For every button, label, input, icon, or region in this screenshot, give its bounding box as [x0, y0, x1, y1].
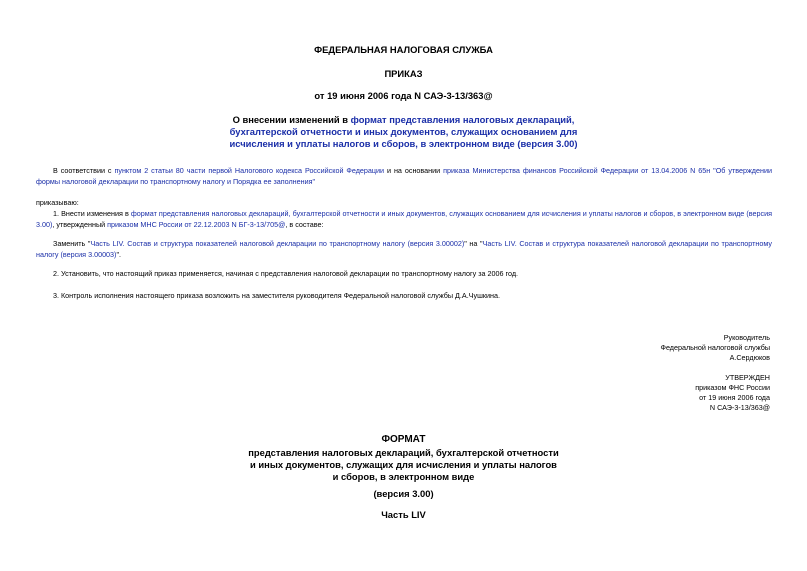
approved-label: УТВЕРЖДЕН: [725, 373, 770, 382]
format-document-link[interactable]: формат представления налоговых деклараций, бухгалтерской отчетности и иных документов, служащих основанием для исчисления и уплаты налогов и сборов, в электронном виде (версия: [130, 209, 772, 218]
format-line-1: представления налоговых деклараций, бухгалтерской отчетности: [248, 447, 559, 458]
format-line-2: и иных документов, служащих для исчисления и уплаты налогов: [250, 459, 557, 470]
part-liv-new-link-cont[interactable]: налогу (версия 3.00003): [36, 249, 117, 259]
signature-org: Федеральной налоговой службы: [660, 343, 770, 352]
part-liv-new-link[interactable]: Часть LIV. Состав и структура показателей налоговой декларации по транспортному: [482, 239, 772, 248]
approved-number: N САЭ-3-13/363@: [709, 403, 770, 412]
format-version: (версия 3.00): [373, 488, 434, 499]
preamble-paragraph: В соответствии с пунктом 2 статьи 80 части первой Налогового кодекса Российской Федерации и на основании приказа Министерства финансов Российской Федерации от 13.04.2006 N 65н "Об утверждении формы налоговой декларации по транспортному налогу и Порядка ее заполнения": [36, 166, 772, 186]
title-line-2: бухгалтерской отчетности и иных документов, служащих основанием для: [229, 126, 578, 137]
signature-position: Руководитель: [723, 333, 770, 342]
item-1: 1. Внести изменения в формат представления налоговых деклараций, бухгалтерской отчетности и иных документов, служащих основанием для исчисления и уплаты налогов и сборов, в электронном виде (версия 3.00), утвержденный приказом МНС России от 22.12.2003 N БГ-3-13/705@, в составе:: [36, 209, 772, 229]
item-2: 2. Установить, что настоящий приказ применяется, начиная с представления налоговой декларации по транспортному налогу за 2006 год.: [53, 269, 519, 278]
document-title: [0, 114, 807, 150]
format-document-link-cont[interactable]: 3.00): [36, 219, 53, 229]
agency-name: ФЕДЕРАЛЬНАЯ НАЛОГОВАЯ СЛУЖБА: [314, 44, 493, 55]
order-word: приказываю:: [36, 198, 79, 207]
mns-order-link[interactable]: приказом МНС России от 22.12.2003 N БГ-3-13/705@: [107, 219, 286, 229]
format-title: ФОРМАТ: [381, 434, 426, 445]
item-3: 3. Контроль исполнения настоящего приказа возложить на заместителя руководителя Федеральной налоговой службы Д.А.Чушкина.: [53, 291, 500, 300]
approved-block: [695, 373, 770, 413]
title-line-3: исчисления и уплаты налогов и сборов, в электронном виде (версия 3.00): [229, 138, 578, 149]
tax-code-link[interactable]: пунктом 2 статьи 80 части первой Налогового кодекса Российской Федерации: [114, 166, 385, 175]
part-liv-old-link[interactable]: Часть LIV. Состав и структура показателей налоговой декларации по транспортному налогу (версия 3.00002): [90, 239, 465, 248]
format-part: Часть LIV: [381, 509, 426, 520]
signature-block: [661, 333, 771, 363]
format-line-3: и сборов, в электронном виде: [332, 471, 475, 482]
minfin-order-link-cont[interactable]: формы налоговой декларации по транспортному налогу и Порядка ее заполнения": [36, 176, 316, 186]
signature-name: А.Сердюков: [729, 353, 770, 362]
minfin-order-link[interactable]: приказа Министерства финансов Российской Федерации от 13.04.2006 N 65н "Об утверждении: [443, 166, 772, 175]
title-prefix: О внесении изменений в: [232, 114, 351, 125]
approved-date: от 19 июня 2006 года: [699, 393, 770, 402]
doc-date-number: от 19 июня 2006 года N САЭ-3-13/363@: [314, 90, 493, 101]
format-description: [0, 447, 807, 483]
format-link[interactable]: формат представления налоговых деклараций,: [350, 114, 575, 125]
approved-by-order: приказом ФНС России: [695, 383, 770, 392]
replace-paragraph: Заменить "Часть LIV. Состав и структура показателей налоговой декларации по транспортному налогу (версия 3.00002)" на "Часть LIV. Состав и структура показателей налоговой декларации по транспортному налогу (версия 3.00003)".: [36, 239, 772, 259]
doc-type: ПРИКАЗ: [384, 68, 423, 79]
